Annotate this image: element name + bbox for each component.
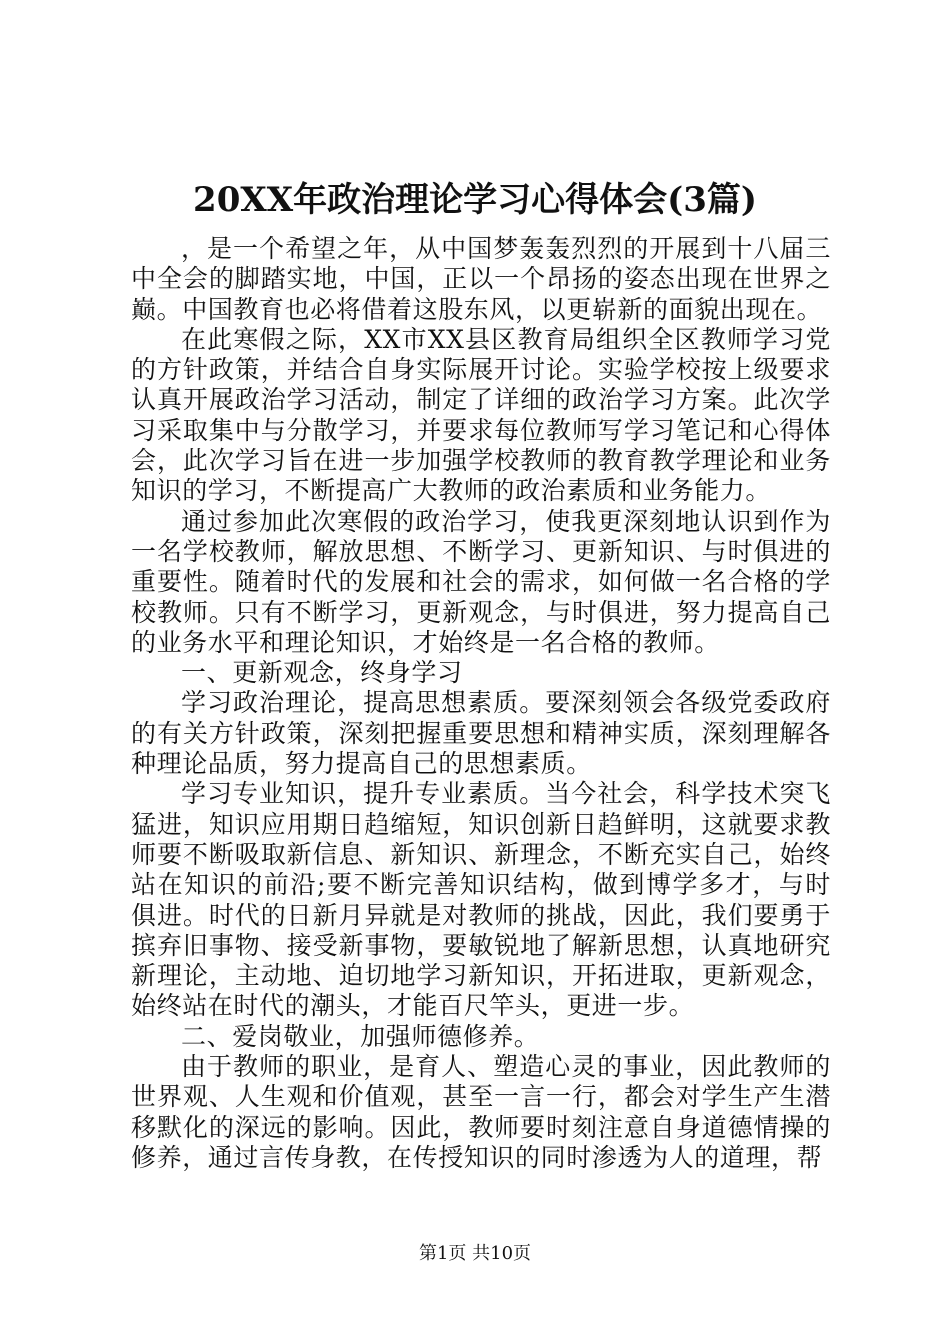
page-footer: 第1页 共10页 [418,1243,532,1264]
paragraph-professional-knowledge: 学习专业知识，提升专业素质。当今社会，科学技术突飞猛进，知识应用期日趋缩短，知识创新日趋鲜明，这就要求教师要不断吸取新信息、新知识、新理念，不断充实自己，始终站在知识的前沿;要不断完善知识结构，做到博学多才，与时俱进。时代的日新月异就是对教师的挑战，因此，我们要勇于摈弃旧事物、接受新事物，要敏锐地了解新思想，认真地研究新理论，主动地、迫切地学习新知识，开拓进取，更新观念，始终站在时代的潮头，才能百尺竿头，更进一步。 [131,779,831,1021]
document-title: 20XX年政治理论学习心得体会(3篇) [193,180,757,220]
paragraph-intro: ，是一个希望之年，从中国梦轰轰烈烈的开展到十八届三中全会的脚踏实地，中国，正以一个昂扬的姿态出现在世界之巅。中国教育也必将借着这股东风，以更崭新的面貌出现在。 [131,234,831,324]
paragraph-teacher-ethics: 由于教师的职业，是育人、塑造心灵的事业，因此教师的世界观、人生观和价值观，甚至一言一行，都会对学生产生潜移默化的深远的影响。因此，教师要时刻注意自身道德情操的修养，通过言传身教，在传授知识的同时渗透为人的道理，帮 [131,1052,831,1172]
section-heading-1: 一、更新观念，终身学习 [181,658,463,688]
paragraph-study-arrangement: 在此寒假之际，XX市XX县区教育局组织全区教师学习党的方针政策，并结合自身实际展开讨论。实验学校按上级要求认真开展政治学习活动，制定了详细的政治学习方案。此次学习采取集中与分散学习，并要求每位教师写学习笔记和心得体会，此次学习旨在进一步加强学校教师的教育教学理论和业务知识的学习，不断提高广大教师的政治素质和业务能力。 [131,324,831,506]
section-heading-2: 二、爱岗敬业，加强师德修养。 [181,1021,540,1051]
paragraph-reflection: 通过参加此次寒假的政治学习，使我更深刻地认识到作为一名学校教师，解放思想、不断学习、更新知识、与时俱进的重要性。随着时代的发展和社会的需求，如何做一名合格的学校教师。只有不断学习，更新观念，与时俱进，努力提高自己的业务水平和理论知识，才始终是一名合格的教师。 [131,506,831,657]
document-body [131,234,831,1173]
paragraph-political-theory: 学习政治理论，提高思想素质。要深刻领会各级党委政府的有关方针政策，深刻把握重要思想和精神实质，深刻理解各种理论品质，努力提高自己的思想素质。 [131,688,831,779]
